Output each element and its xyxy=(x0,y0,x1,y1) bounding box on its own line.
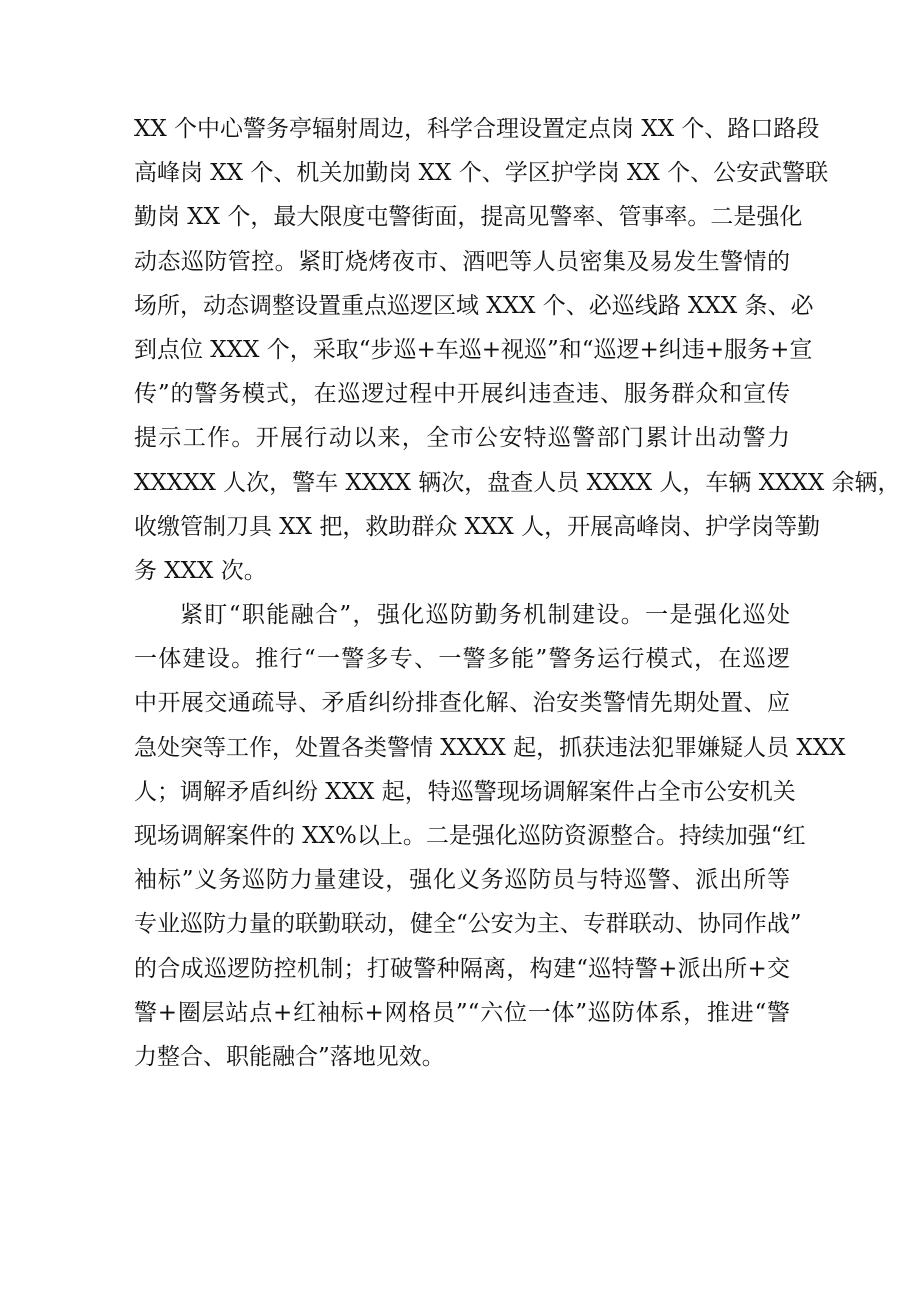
text-line xyxy=(134,991,790,1035)
text-line xyxy=(134,505,821,549)
text-line xyxy=(134,461,901,505)
text-line xyxy=(134,195,803,239)
line-text: 专业巡防力量的联勤联动，健全“公安为主、专群联动、协同作战” xyxy=(134,911,802,938)
line-text: XXXXX 人次，警车 XXXX 辆次，盘查人员 XXXX 人，车辆 XXXX 余辆， xyxy=(134,469,901,496)
text-line xyxy=(134,902,802,946)
line-text: 的合成巡逻防控机制；打破警种隔离，构建“巡特警+派出所+交 xyxy=(134,955,790,982)
line-text: 传”的警务模式，在巡逻过程中开展纠违查违、服务群众和宣传 xyxy=(134,381,790,408)
line-text: 人；调解矛盾纠纷 XXX 起，特巡警现场调解案件占全市公安机关 xyxy=(134,778,796,805)
text-line xyxy=(134,151,829,195)
line-text: 高峰岗 XX 个、机关加勤岗 XX 个、学区护学岗 XX 个、公安武警联 xyxy=(134,160,829,187)
line-text: 动态巡防管控。紧盯烧烤夜市、酒吧等人员密集及易发生警情的 xyxy=(134,248,790,275)
line-text: 收缴管制刀具 XX 把，救助群众 XXX 人，开展高峰岗、护学岗等勤 xyxy=(134,513,821,540)
text-line xyxy=(134,372,790,416)
document-body xyxy=(134,107,901,1079)
text-line xyxy=(134,284,814,328)
line-text: 袖标”义务巡防力量建设，强化义务巡防员与特巡警、派出所等 xyxy=(134,867,790,894)
line-text: 现场调解案件的 XX%以上。二是强化巡防资源整合。持续加强“红 xyxy=(134,823,806,849)
line-text: 紧盯“职能融合”，强化巡防勤务机制建设。一是强化巡处 xyxy=(180,602,790,629)
line-text: 力整合、职能融合”落地见效。 xyxy=(134,1043,445,1070)
line-text: 一体建设。推行“一警多专、一警多能”警务运行模式，在巡逻 xyxy=(134,646,790,673)
text-line xyxy=(134,726,846,770)
line-text: 场所，动态调整设置重点巡逻区域 XXX 个、必巡线路 XXX 条、必 xyxy=(134,292,814,319)
line-text: 警+圈层站点+红袖标+网格员”“六位一体”巡防体系，推进“警 xyxy=(134,999,790,1026)
text-line xyxy=(134,549,790,593)
text-line xyxy=(134,416,790,460)
text-line xyxy=(134,947,790,991)
line-text: 急处突等工作，处置各类警情 XXXX 起，抓获违法犯罪嫌疑人员 XXX xyxy=(134,734,846,761)
line-text: XX 个中心警务亭辐射周边，科学合理设置定点岗 XX 个、路口路段 xyxy=(134,116,820,142)
line-text: 务 XXX 次。 xyxy=(134,557,267,584)
text-line xyxy=(134,240,790,284)
text-line xyxy=(134,328,813,372)
paragraph-1 xyxy=(134,107,901,593)
text-line xyxy=(134,770,796,814)
text-line xyxy=(134,858,790,902)
paragraph-2 xyxy=(134,593,846,1079)
text-line xyxy=(134,814,806,858)
text-line xyxy=(134,637,790,681)
line-text: 勤岗 XX 个，最大限度屯警街面，提高见警率、管事率。二是强化 xyxy=(134,204,803,231)
text-line xyxy=(134,107,820,151)
line-text: 到点位 XXX 个，采取“步巡+车巡+视巡”和“巡逻+纠违+服务+宣 xyxy=(134,336,813,363)
text-line xyxy=(134,1035,790,1079)
line-text: 提示工作。开展行动以来，全市公安特巡警部门累计出动警力 xyxy=(134,425,790,452)
line-text: 中开展交通疏导、矛盾纠纷排查化解、治安类警情先期处置、应 xyxy=(134,690,790,717)
text-line xyxy=(134,681,790,725)
text-line xyxy=(134,593,790,637)
